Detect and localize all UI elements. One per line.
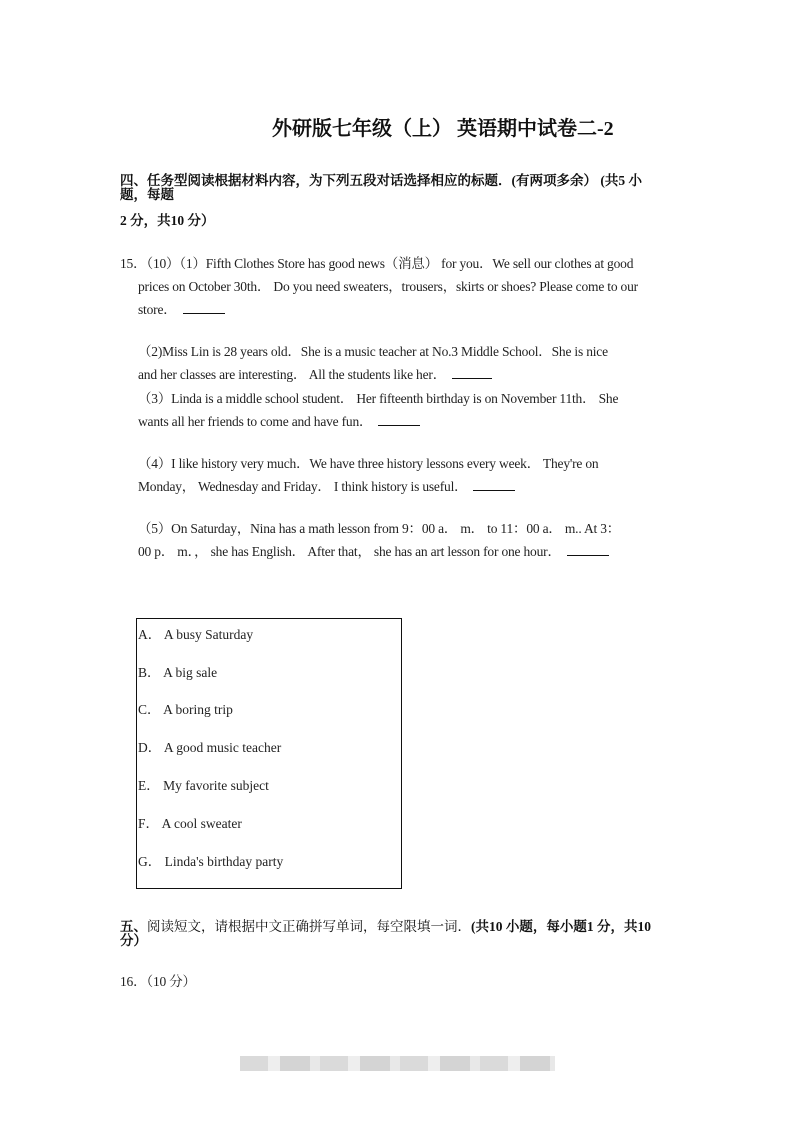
q15-p4-line2-text: Monday， Wednesday and Friday． I think history is useful． xyxy=(138,479,468,494)
q15-p2-line2-text: and her classes are interesting． All the students like her． xyxy=(138,367,446,382)
section-5-score: (共10 小题，每小题1 分，共10 xyxy=(471,919,651,934)
q16-heading: 16．（10 分） xyxy=(120,974,196,989)
option-b: B． A big sale xyxy=(138,665,218,680)
page-title: 外研版七年级（上） 英语期中试卷二-2 xyxy=(272,118,614,140)
q15-p2-line2 xyxy=(138,363,492,383)
q15-p1-line1: 15．（10）（1）Fifth Clothes Store has good news（消息） for you．We sell our clothes at good xyxy=(120,256,634,271)
section-5-heading-line1 xyxy=(120,920,651,934)
q15-p4-line2 xyxy=(138,475,515,495)
q15-p3-line2 xyxy=(138,410,420,430)
answer-blank-2[interactable] xyxy=(452,366,492,379)
q15-p1-line3-text: store． xyxy=(138,302,177,317)
section-5-heading-line2: 分） xyxy=(120,933,147,948)
q15-p3-line2-text: wants all her friends to come and have fun． xyxy=(138,414,373,429)
option-c: C． A boring trip xyxy=(138,702,233,717)
section-5-number: 五、 xyxy=(120,919,147,934)
answer-blank-4[interactable] xyxy=(473,478,515,491)
q15-p3-line1: （3）Linda is a middle school student． Her fifteenth birthday is on November 11th． She xyxy=(138,391,619,406)
option-g: G． Linda's birthday party xyxy=(138,854,284,869)
q15-p5-line1: （5）On Saturday，Nina has a math lesson from 9：00 a． m． to 11：00 a． m.. At 3： xyxy=(138,521,621,536)
answer-blank-5[interactable] xyxy=(567,543,609,556)
q15-p1-line3 xyxy=(138,298,225,318)
option-f: F． A cool sweater xyxy=(138,816,242,831)
answer-blank-1[interactable] xyxy=(183,301,225,314)
option-d: D． A good music teacher xyxy=(138,740,282,755)
option-a: A． A busy Saturday xyxy=(138,627,254,642)
blurred-watermark xyxy=(240,1056,555,1071)
q15-p5-line2-text: 00 p． m．， she has English． After that， she has an art lesson for one hour． xyxy=(138,544,561,559)
q15-p4-line1: （4）I like history very much．We have three history lessons every week． They're on xyxy=(138,456,599,471)
q15-p5-line2 xyxy=(138,540,609,560)
section-4-heading-line3: 2 分，共10 分） xyxy=(120,213,215,228)
q15-p2-line1: （2)Miss Lin is 28 years old．She is a music teacher at No.3 Middle School．She is nice xyxy=(138,344,608,359)
q15-p1-line2: prices on October 30th． Do you need sweaters，trousers，skirts or shoes? Please come to our xyxy=(138,279,638,294)
section-5-instruction: 阅读短文，请根据中文正确拼写单词，每空限填一词． xyxy=(147,919,471,934)
option-e: E． My favorite subject xyxy=(138,778,269,793)
section-4-heading-line2: 题，每题 xyxy=(120,187,174,202)
answer-blank-3[interactable] xyxy=(378,413,420,426)
section-4-heading-line1: 四、任务型阅读根据材料内容，为下列五段对话选择相应的标题．(有两项多余） (共5 小 xyxy=(120,173,642,188)
